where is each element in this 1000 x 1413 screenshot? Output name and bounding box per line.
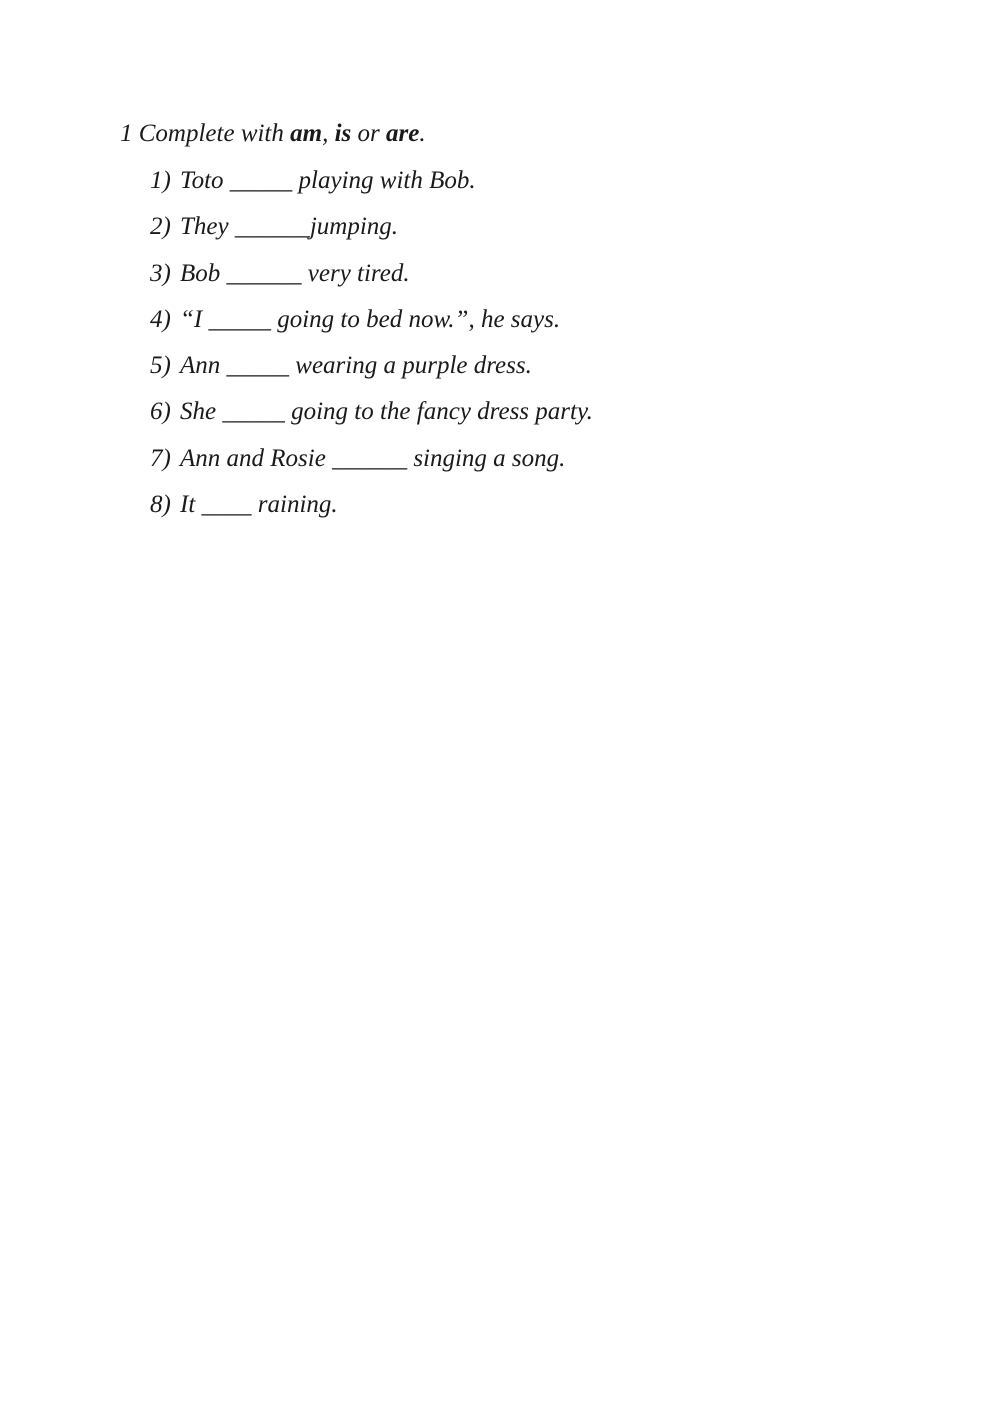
exercise-instruction [120,117,426,151]
exercise-number: 1 [120,120,133,147]
instruction-text: Complete with [138,120,284,147]
option-are: are [386,120,420,147]
item-number: 4) [150,305,171,333]
exercise-items [150,164,593,534]
item-number: 8) [150,491,171,519]
exercise-item [150,210,593,256]
option-am: am [290,120,323,147]
item-sentence: “I _____ going to bed now.”, he says. [180,305,561,333]
item-sentence: They ______jumping. [180,213,399,241]
exercise-item [150,257,593,303]
item-sentence: Bob ______ very tired. [180,259,410,287]
item-number: 7) [150,444,171,472]
exercise-item [150,395,593,441]
item-sentence: Toto _____ playing with Bob. [180,167,476,194]
item-number: 2) [150,213,171,241]
instruction-or: or [357,120,380,147]
item-number: 1) [150,167,171,194]
exercise-item [150,164,593,210]
instruction-comma: , [322,120,329,147]
item-sentence: Ann _____ wearing a purple dress. [180,352,532,380]
exercise-item [150,349,593,395]
item-sentence: It ____ raining. [180,491,338,519]
exercise-item [150,303,593,349]
exercise-item [150,488,593,534]
item-number: 5) [150,352,171,380]
item-sentence: Ann and Rosie ______ singing a song. [180,444,566,472]
option-is: is [334,120,352,147]
item-number: 6) [150,398,171,426]
item-sentence: She _____ going to the fancy dress party. [180,398,593,426]
exercise-item [150,442,593,488]
instruction-period: . [419,120,426,147]
item-number: 3) [150,259,171,287]
